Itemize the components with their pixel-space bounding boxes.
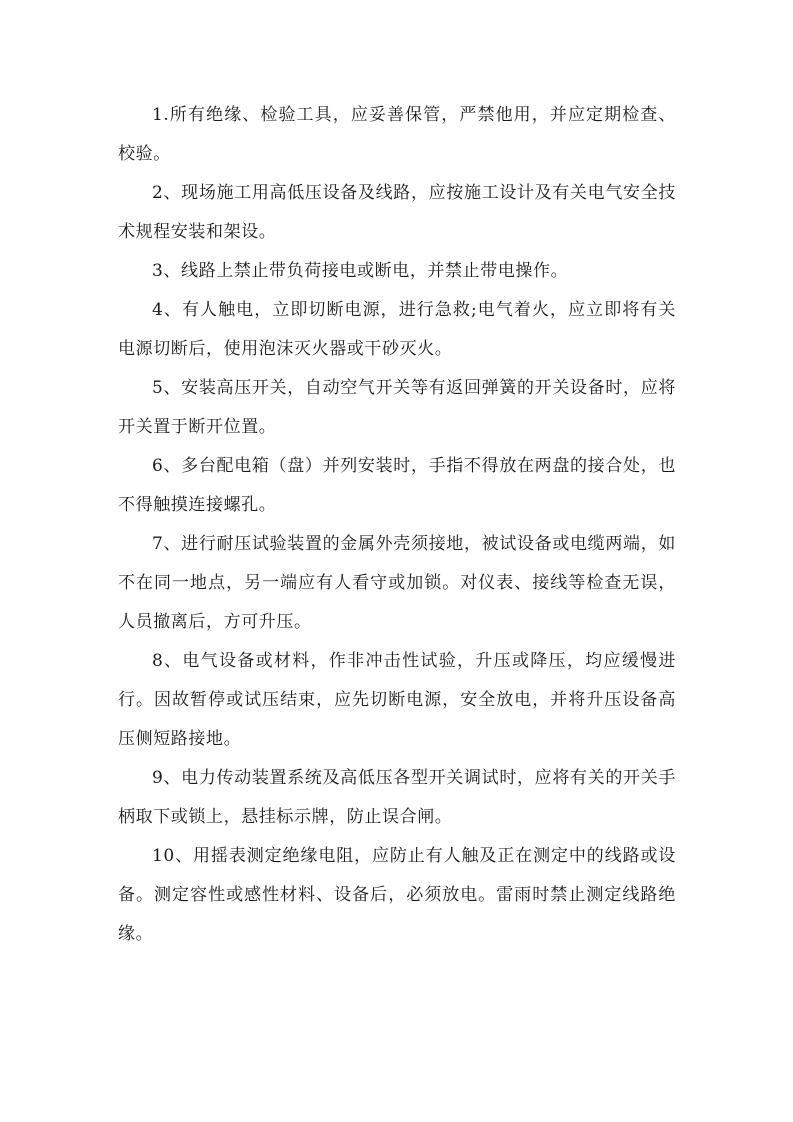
paragraph-1: 1.所有绝缘、检验工具，应妥善保管，严禁他用，并应定期检查、校验。 bbox=[118, 105, 676, 164]
paragraph-10: 10、用摇表测定绝缘电阻，应防止有人触及正在测定中的线路或设备。测定容性或感性材料、设备后，必须放电。雷雨时禁止测定线路绝缘。 bbox=[118, 846, 676, 944]
paragraph-4: 4、有人触电，立即切断电源，进行急救;电气着火，应立即将有关电源切断后，使用泡沫灭火器或干砂灭火。 bbox=[118, 300, 676, 359]
paragraph-8: 8、电气设备或材料，作非冲击性试验，升压或降压，均应缓慢进行。因故暂停或试压结束，应先切断电源，安全放电，并将升压设备高压侧短路接地。 bbox=[118, 651, 676, 749]
paragraph-5: 5、安装高压开关，自动空气开关等有返回弹簧的开关设备时，应将开关置于断开位置。 bbox=[118, 378, 676, 437]
paragraph-7: 7、进行耐压试验装置的金属外壳须接地，被试设备或电缆两端，如不在同一地点，另一端应有人看守或加锁。对仪表、接线等检查无误，人员撤离后，方可升压。 bbox=[118, 534, 676, 632]
paragraph-2: 2、现场施工用高低压设备及线路，应按施工设计及有关电气安全技术规程安装和架设。 bbox=[118, 183, 676, 242]
paragraph-3: 3、线路上禁止带负荷接电或断电，并禁止带电操作。 bbox=[152, 261, 569, 281]
document-body bbox=[118, 96, 676, 954]
paragraph-9: 9、电力传动装置系统及高低压各型开关调试时，应将有关的开关手柄取下或锁上，悬挂标示牌，防止误合闸。 bbox=[118, 768, 676, 827]
paragraph-6: 6、多台配电箱（盘）并列安装时，手指不得放在两盘的接合处，也不得触摸连接螺孔。 bbox=[118, 456, 676, 515]
